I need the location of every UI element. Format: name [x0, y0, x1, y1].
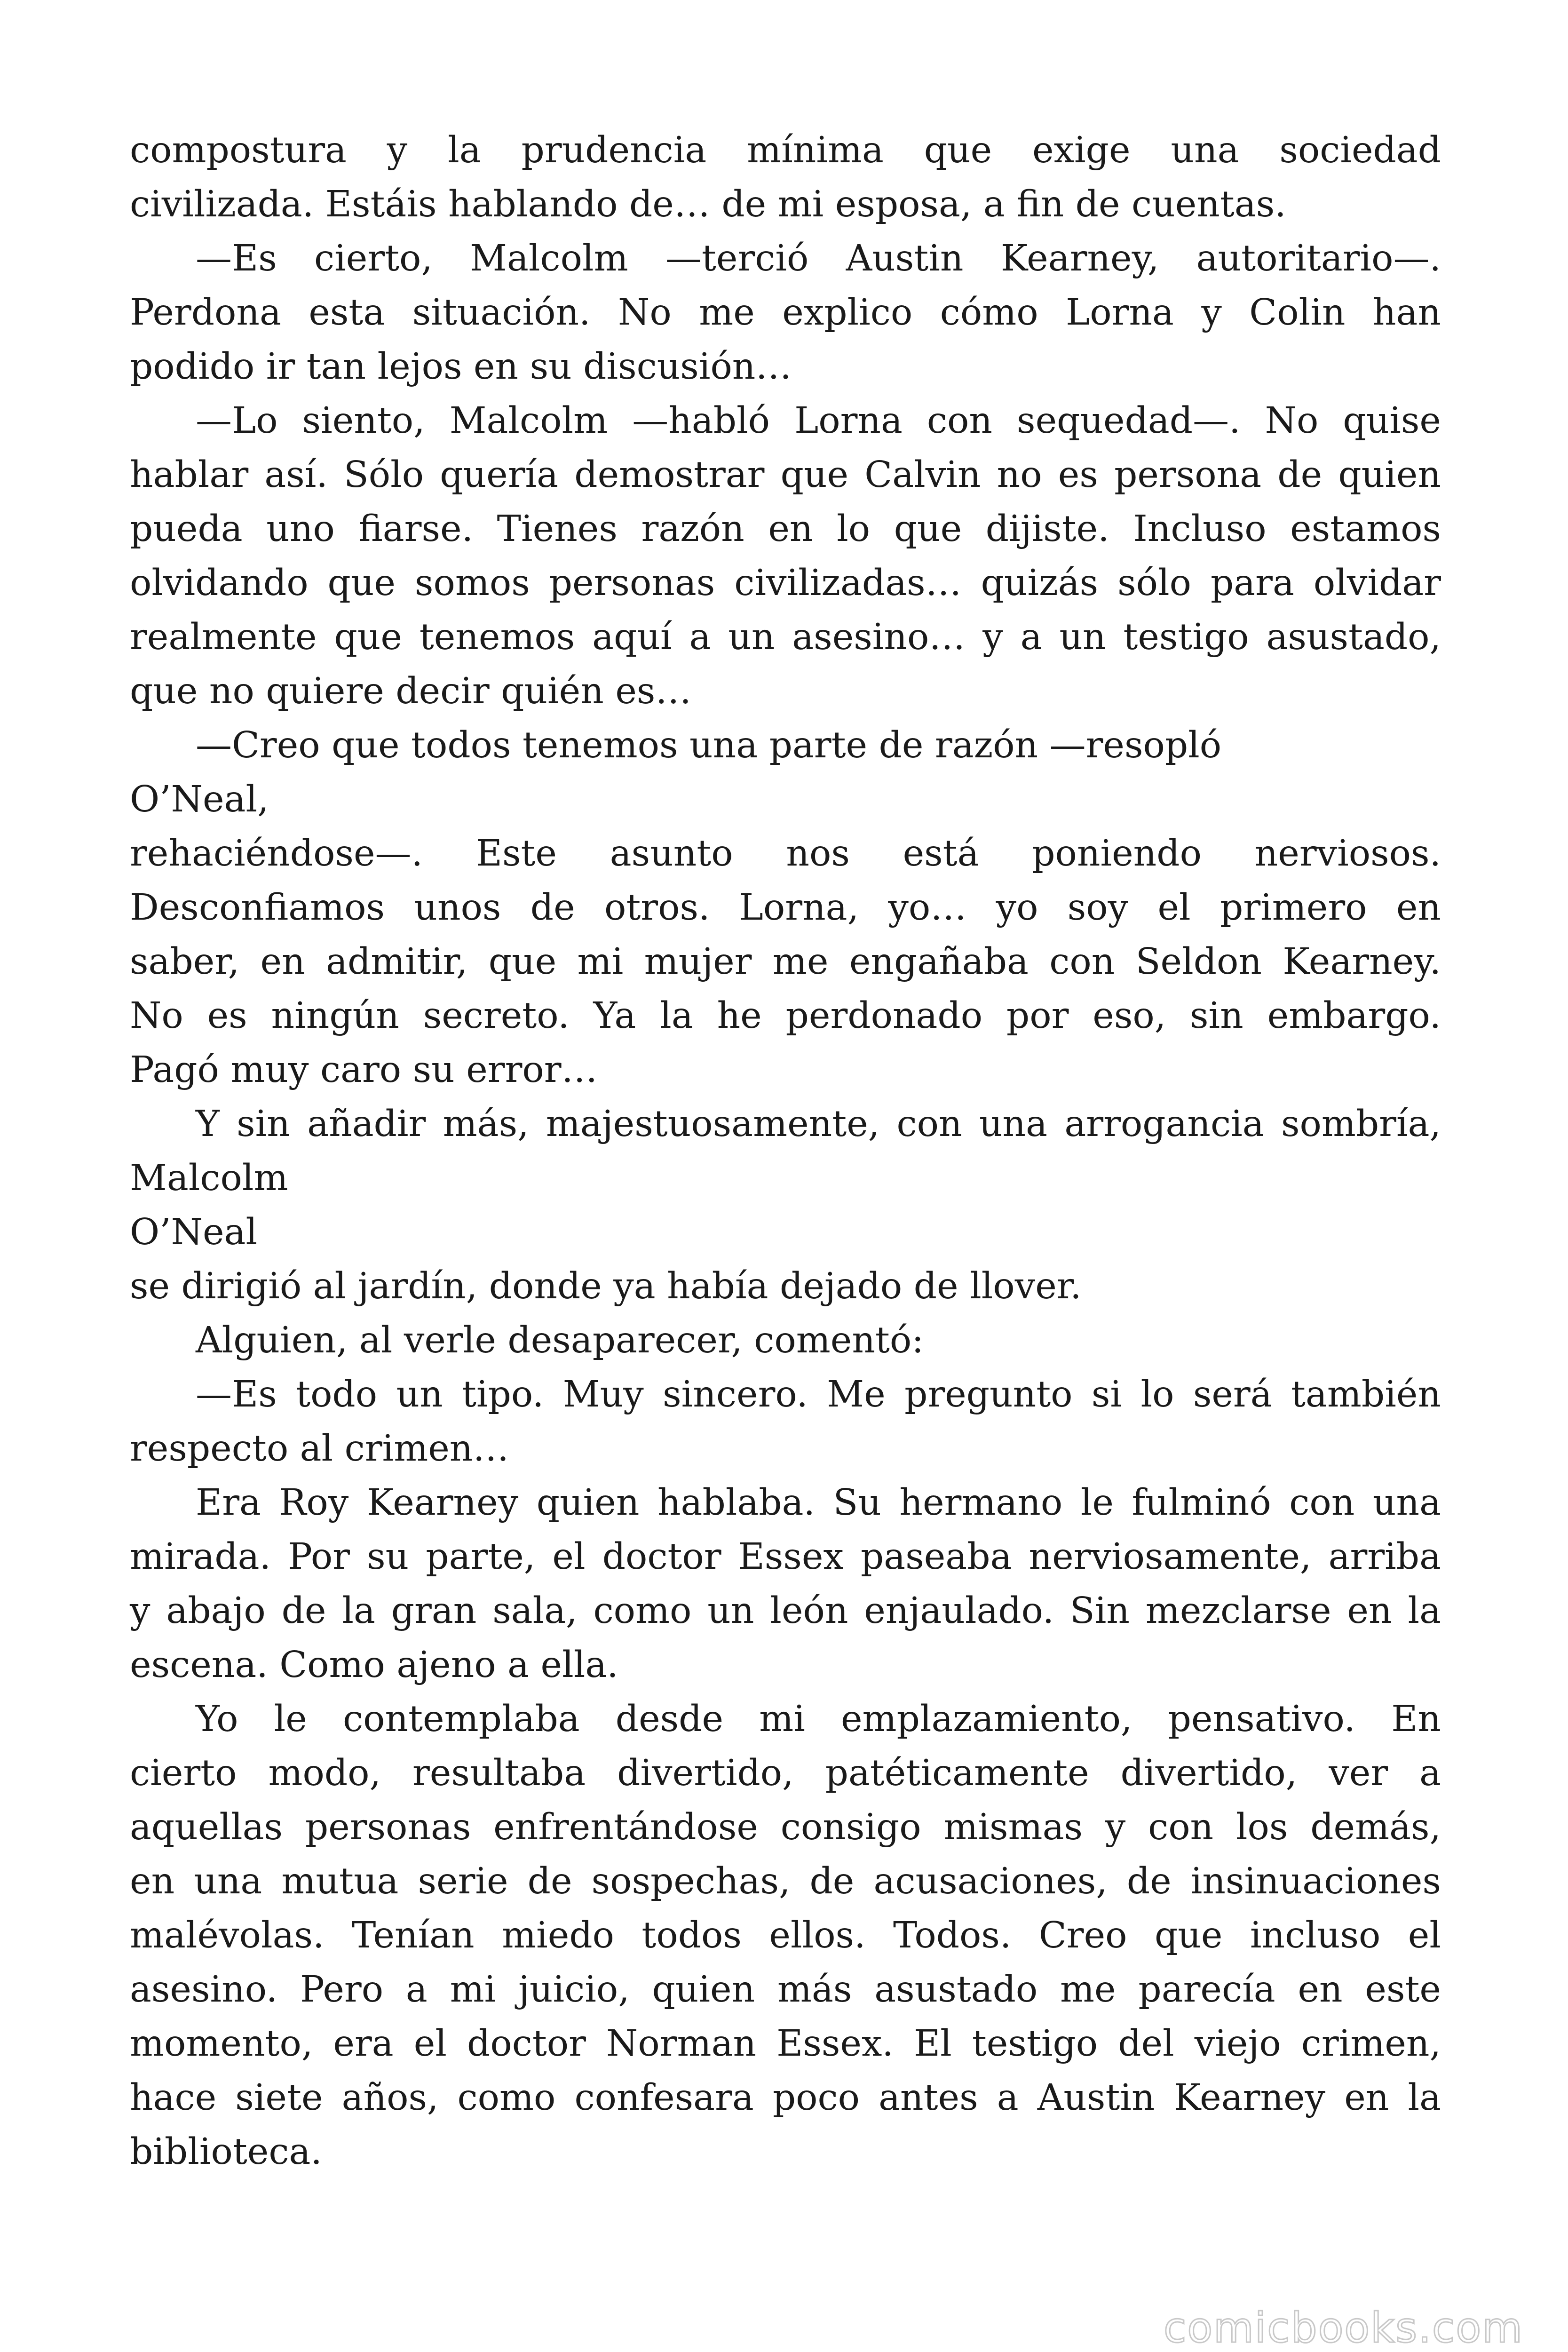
text-line: mirada. Por su parte, el doctor Essex paseaba nerviosamente, arriba: [130, 1536, 1441, 1578]
text-line: hablar así. Sólo quería demostrar que Calvin no es persona de quien: [130, 454, 1441, 496]
text-line: hace siete años, como confesara poco antes a Austin Kearney en la: [130, 2077, 1441, 2119]
watermark: comicbooks.com: [1163, 2304, 1523, 2352]
text-line: que no quiere decir quién es…: [130, 670, 692, 712]
body-text: [130, 123, 1441, 2179]
text-line: —Es todo un tipo. Muy sincero. Me pregunto si lo será también: [196, 1374, 1441, 1415]
text-line: momento, era el doctor Norman Essex. El testigo del viejo crimen,: [130, 2023, 1441, 2065]
text-line: en una mutua serie de sospechas, de acusaciones, de insinuaciones: [130, 1860, 1441, 1902]
text-line: cierto modo, resultaba divertido, patéticamente divertido, ver a: [130, 1752, 1441, 1794]
text-line: olvidando que somos personas civilizadas… quizás sólo para olvidar: [130, 562, 1441, 604]
text-line: saber, en admitir, que mi mujer me engañaba con Seldon Kearney.: [130, 941, 1441, 983]
text-line: —Es cierto, Malcolm —terció Austin Kearney, autoritario—.: [196, 238, 1441, 279]
text-line: Y sin añadir más, majestuosamente, con una arrogancia sombría,: [196, 1103, 1441, 1145]
text-line: se dirigió al jardín, donde ya había dejado de llover.: [130, 1265, 1082, 1307]
text-line: aquellas personas enfrentándose consigo mismas y con los demás,: [130, 1806, 1441, 1848]
text-line: compostura y la prudencia mínima que exige una sociedad: [130, 129, 1441, 171]
text-line: Pagó muy caro su error…: [130, 1049, 598, 1091]
text-line: Alguien, al verle desaparecer, comentó:: [196, 1319, 924, 1361]
text-line: Era Roy Kearney quien hablaba. Su hermano le fulminó con una: [196, 1482, 1441, 1524]
text-line: y abajo de la gran sala, como un león enjaulado. Sin mezclarse en la: [130, 1590, 1441, 1632]
text-line: Malcolm: [130, 1157, 288, 1199]
text-line: respecto al crimen…: [130, 1428, 509, 1470]
text-line: biblioteca.: [130, 2131, 322, 2173]
text-line: pueda uno fiarse. Tienes razón en lo que dijiste. Incluso estamos: [130, 508, 1441, 550]
text-line: podido ir tan lejos en su discusión…: [130, 346, 792, 388]
text-line: —Lo siento, Malcolm —habló Lorna con sequedad—. No quise: [196, 400, 1441, 442]
text-line: Desconfiamos unos de otros. Lorna, yo… yo soy el primero en: [130, 887, 1441, 929]
text-line: —Creo que todos tenemos una parte de razón —resopló: [196, 724, 1222, 766]
text-line: malévolas. Tenían miedo todos ellos. Todos. Creo que incluso el: [130, 1915, 1441, 1956]
text-line: civilizada. Estáis hablando de… de mi esposa, a fin de cuentas.: [130, 183, 1286, 225]
text-line: asesino. Pero a mi juicio, quien más asustado me parecía en este: [130, 1969, 1441, 2010]
text-line: escena. Como ajeno a ella.: [130, 1644, 618, 1686]
text-line: realmente que tenemos aquí a un asesino… y a un testigo asustado,: [130, 616, 1441, 658]
text-line: rehaciéndose—. Este asunto nos está poniendo nerviosos.: [130, 833, 1441, 874]
text-line: O’Neal,: [130, 779, 269, 820]
text-line: Perdona esta situación. No me explico cómo Lorna y Colin han: [130, 292, 1441, 334]
text-line: O’Neal: [130, 1211, 258, 1253]
text-line: No es ningún secreto. Ya la he perdonado por eso, sin embargo.: [130, 995, 1441, 1037]
text-line: Yo le contemplaba desde mi emplazamiento, pensativo. En: [196, 1698, 1441, 1740]
